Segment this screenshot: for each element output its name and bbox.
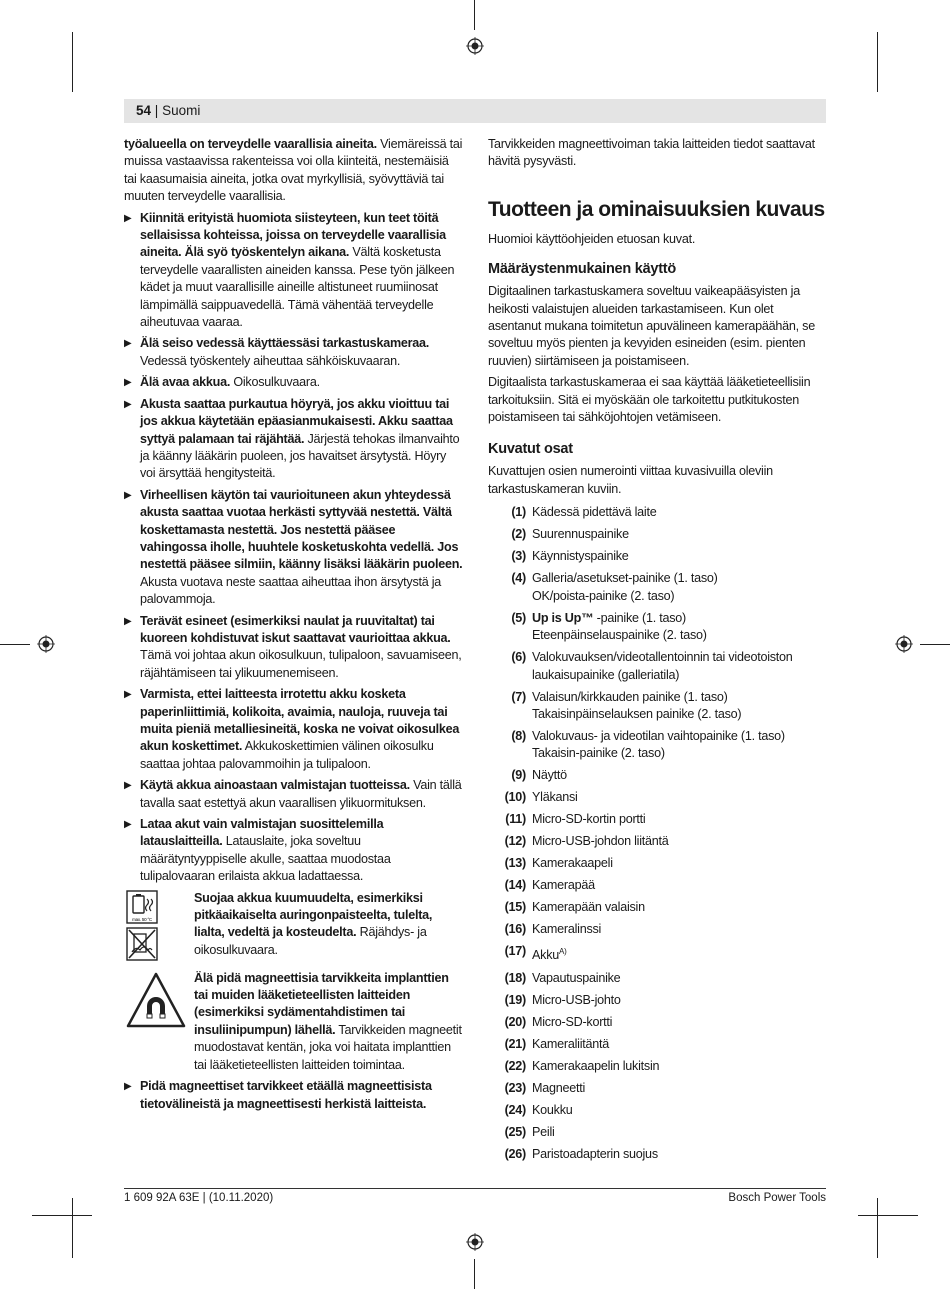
safety-bullet: ▶ Älä seiso vedessä käyttäessäsi tarkastuskameraa. Vedessä työskentely aiheuttaa sähköiskuvaaran. [124,335,464,370]
part-number: (26) [504,1146,526,1161]
part-label: Kameraliitäntä [532,1036,610,1051]
icon-warning-paragraph: Älä pidä magneettisia tarvikkeita implanttien tai muiden lääketieteellisten laitteiden (esimerkiksi sydämentahdistimen tai insuliinipumpun) lähellä. Tarvikkeiden magneetit muodostavat kentän, joka voi haitata implanttien tai lääketieteellisten laitteiden toimintaa. [124,970,464,1074]
part-number: (7) [511,689,526,704]
part-label: Kamerakaapeli [532,856,613,871]
part-number: (14) [504,878,526,893]
crop-mark [32,1215,92,1216]
safety-bullet-list [124,210,464,886]
part-number: (10) [504,790,526,805]
part-label: Vapautuspainike [532,970,621,985]
part-item [488,610,826,645]
part-item [488,1080,826,1097]
part-label: Valokuvaus- ja videotilan vaihtopainike (1. taso) Takaisin-painike (2. taso) [532,728,785,761]
part-label: Kädessä pidettävä laite [532,505,657,520]
registration-mark-icon [466,37,484,55]
crop-mark [877,1198,878,1258]
part-item [488,855,826,872]
max-temperature-label: max. 50 °C [132,916,152,922]
part-label: Akku$^{A)}$ [532,947,567,963]
safety-bullet: ▶ Akusta saattaa purkautua höyryä, jos akku vioittuu tai jos akkua käytetään epäasianmukaisesti. Akku saattaa syttyä palamaan tai räjähtää. Järjestä tehokas ilmanvaihto ja käänny lääkärin puoleen, jos havaitset ärsytystä. Höyry voi ärsyttää hengitysteitä. [124,396,464,483]
parts-intro: Kuvattujen osien numerointi viittaa kuvasivuilla oleviin tarkastuskameran kuviin. [488,464,773,496]
parts-heading: Kuvatut osat [488,441,573,458]
part-item [488,570,826,605]
safety-bullet: ▶ Kiinnitä erityistä huomiota siisteyteen, kun teet töitä sellaisissa kohteissa, joissa on terveydelle vaarallisia aineita. Älä syö työskentelyn aikana. Vältä kosketusta terveydelle vaarallisten aineiden kanssa. Pese työn jälkeen kädet ja muut vaarallisille aineille altistuneet ruumiinosat lämpimällä saippuavedellä. Tämä vähentää terveydelle aiheutuvaa vaaraa. [124,210,464,332]
part-label: Up is Up™ -painike (1. taso) Eteenpäinselauspainike (2. taso) [532,610,707,643]
part-label: Micro-SD-kortin portti [532,812,646,827]
part-label: Micro-SD-kortti [532,1014,613,1029]
part-item [488,1014,826,1031]
safety-bullet: ▶ Lataa akut vain valmistajan suosittelemilla latauslaitteilla. Latauslaite, joka soveltuu määrätyntyyppiselle akulle, saattaa muodostaa tulipalovaaran erilaista akkua ladattaessa. [124,816,464,886]
page-header [136,103,200,118]
safety-bullet: ▶ Varmista, ettei laitteesta irrotettu akku kosketa paperinliittimiä, kolikoita, avaimia, nauloja, ruuveja tai muita pieniä metalliesineitä, koska ne voivat oikosulkea akun koskettimet. Akkukoskettimien välinen oikosulku saattaa johtaa palovammoihin ja tulipaloon. [124,686,464,773]
registration-mark-icon [895,635,913,653]
crop-mark [474,0,475,30]
part-number: (3) [511,549,526,564]
crop-mark [474,1259,475,1289]
part-number: (18) [504,970,526,985]
section-title: Tuotteen ja ominaisuuksien kuvaus [488,197,825,221]
part-item [488,1102,826,1119]
safety-bullet: ▶ Virheellisen käytön tai vaurioituneen akun yhteydessä akusta saattaa vuotaa herkästi syttyvää nestettä. Vältä koskettamasta nestettä. Jos nestettä pääsee vahingossa iholle, huuhtele kosketuskohta vedellä. Jos nestettä pääsee silmiin, käänny lisäksi lääkärin puoleen. Akusta vuotava neste saattaa aiheuttaa ihon ärsytystä ja palovammoja. [124,487,464,609]
part-item [488,992,826,1009]
part-item [488,833,826,850]
header-language: Suomi [162,103,201,118]
part-number: (21) [504,1036,526,1051]
part-label: Suurennuspainike [532,527,629,542]
parts-list [488,504,826,1163]
page-number: 54 [136,103,152,118]
part-number: (22) [504,1058,526,1073]
part-label: Käynnistyspainike [532,549,629,564]
right-column [488,136,826,1168]
part-item [488,1124,826,1141]
part-number: (5) [511,610,526,625]
crop-mark [72,32,73,92]
part-number: (2) [511,527,526,542]
part-number: (12) [504,834,526,849]
part-label: Peili [532,1124,555,1139]
crop-mark [0,644,30,645]
part-item [488,526,826,543]
footer-divider [124,1188,826,1189]
safety-bullet: ▶ Älä avaa akkua. Oikosulkuvaara. [124,374,464,391]
part-label: Näyttö [532,768,567,783]
left-column [124,136,464,1113]
crop-mark [877,32,878,92]
crop-mark [72,1198,73,1258]
part-number: (11) [505,812,526,827]
part-label: Valokuvauksen/videotallentoinnin tai videotoiston laukaisupainike (galleriatila) [532,650,793,682]
intended-use-paragraph: Digitaalinen tarkastuskamera soveltuu vaikeapääsyisten ja heikosti valaistujen alueiden tarkastamiseen. Kun olet asentanut mukana toimitetun apuvälineen kamerapäähän, se soveltuu myös pienten ja kevyiden esineiden (esim. pienten ruuvien) siirtämiseen ja poistamiseen. [488,284,815,368]
part-item [488,970,826,987]
header-separator: | [154,103,159,118]
part-number: (15) [504,900,526,915]
footer-doc-number: 1 609 92A 63E | (10.11.2020) [124,1192,274,1204]
safety-bullet: ▶ Terävät esineet (esimerkiksi naulat ja ruuvitaltat) tai kuoreen kohdistuvat iskut saattavat vaurioittaa akkua. Tämä voi johtaa akun oikosulkuun, tulipaloon, savuamiseen, räjähtämiseen tai ylikuumenemiseen. [124,613,464,683]
part-label: Galleria/asetukset-painike (1. taso) OK/poista-painike (2. taso) [532,571,718,603]
part-number: (24) [504,1102,526,1117]
battery-heat-warning-icon [126,890,190,971]
registration-mark-icon [37,635,55,653]
part-item [488,504,826,521]
part-label: Koukku [532,1102,573,1117]
part-label: Paristoadapterin suojus [532,1146,658,1161]
part-number: (8) [511,728,526,743]
safety-bullet: ▶ Pidä magneettiset tarvikkeet etäällä magneettisista tietovälineistä ja magneettisesti herkistä laitteista. [124,1078,464,1113]
part-label: Micro-USB-johto [532,992,621,1007]
part-item [488,811,826,828]
part-item [488,1146,826,1163]
part-number: (17) [504,944,526,959]
part-number: (25) [504,1124,526,1139]
icon-warning-list [124,890,464,1074]
magnet-warning-icon [126,970,190,1039]
part-label: Magneetti [532,1080,586,1095]
part-label: Kamerakaapelin lukitsin [532,1058,660,1073]
part-item [488,728,826,763]
part-number: (20) [504,1014,526,1029]
part-item [488,877,826,894]
part-number: (1) [511,505,526,520]
part-number: (4) [511,571,526,586]
part-item [488,789,826,806]
part-item [488,689,826,724]
part-number: (6) [511,650,526,665]
part-label: Kamerapää [532,878,595,893]
part-number: (16) [504,922,526,937]
part-number: (13) [504,856,526,871]
part-item [488,767,826,784]
part-item [488,899,826,916]
part-item [488,943,826,965]
intro-paragraph: työalueella on terveydelle vaarallisia aineita. Viemäreissä tai muissa vastaavissa rakenteissa voi olla kiinteitä, nestemäisiä tai kaasumaisia aineita, jotka ovat myrkyllisiä, syövyttäviä tai muuten terveydelle vaarallisia. [124,137,463,204]
part-item [488,921,826,938]
part-label: Micro-USB-johdon liitäntä [532,834,669,849]
safety-bullet: ▶ Käytä akkua ainoastaan valmistajan tuotteissa. Vain tällä tavalla saat estettyä akun vaarallisen ylikuormituksen. [124,777,464,812]
intended-use-paragraph: Digitaalista tarkastuskameraa ei saa käyttää lääketieteellisiin tarkoituksiin. Sitä ei myöskään ole tarkoitettu putkitukosten poistamiseen tai sähköjohtojen vetämiseen. [488,375,811,425]
header-bar [124,99,826,123]
section-note: Huomioi käyttöohjeiden etuosan kuvat. [488,231,696,246]
part-number: (23) [504,1080,526,1095]
part-number: (19) [504,992,526,1007]
registration-mark-icon [466,1233,484,1251]
part-label: Kamerapään valaisin [532,900,645,915]
part-item [488,1036,826,1053]
intended-use-heading: Määräystenmukainen käyttö [488,261,676,278]
icon-warning-paragraph: max. 50 °C Suojaa akkua kuumuudelta, esimerkiksi pitkäaikaiselta auringonpaisteelta, tulelta, lialta, vedeltä ja kosteudelta. Räjähdys- ja oikosulkuvaara. [124,890,464,966]
part-item [488,649,826,684]
part-label: Kameralinssi [532,922,602,937]
part-item [488,1058,826,1075]
footer-brand: Bosch Power Tools [728,1192,826,1204]
part-label: Yläkansi [532,790,578,805]
part-label: Valaisun/kirkkauden painike (1. taso) Takaisinpäinselauksen painike (2. taso) [532,689,742,721]
magnet-data-note: Tarvikkeiden magneettivoiman takia laitteiden tiedot saattavat hävitä pysyvästi. [488,137,815,169]
part-number: (9) [511,768,526,783]
crop-mark [920,644,950,645]
part-item [488,548,826,565]
crop-mark [858,1215,918,1216]
